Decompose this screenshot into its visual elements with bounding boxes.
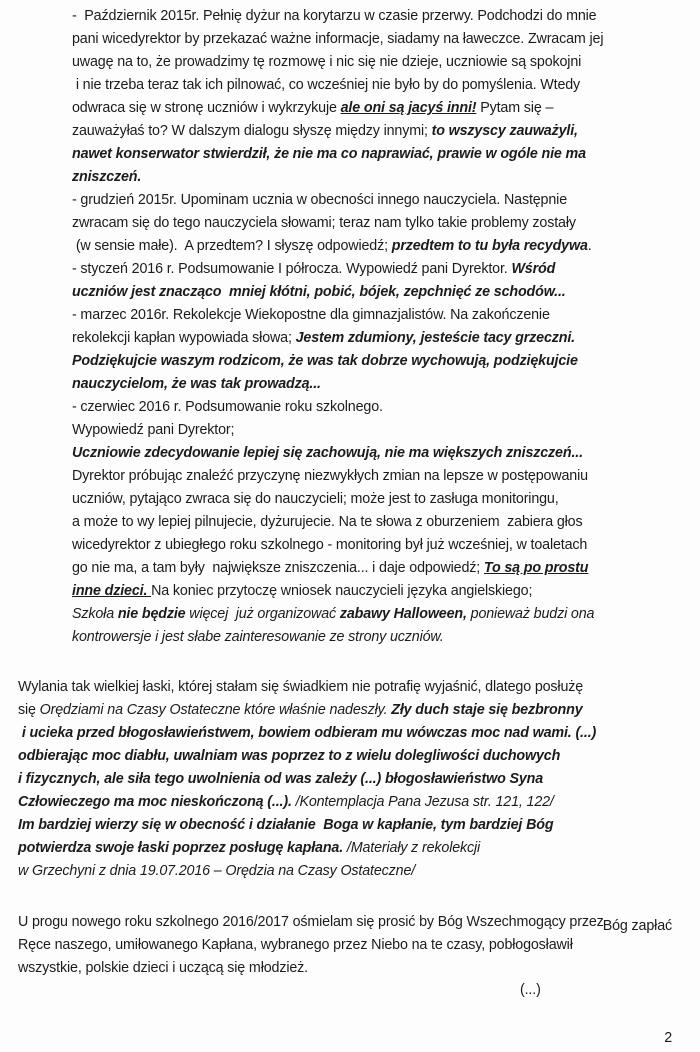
emphasis-quote: inne dzieci. [72,583,152,599]
paragraph-line: uczniów, pytająco zwraca się do nauczycieli; może jest to zasługa monitoringu, [72,491,559,507]
paragraph-line: kontrowersje i jest słabe zainteresowanie ze strony uczniów. [72,629,444,645]
paragraph-line: uczniów jest znacząco mniej kłótni, pobić, bójek, zepchnięć ze schodów... [72,284,566,300]
citation: /Kontemplacja Pana Jezusa str. 121, 122/ [295,794,554,810]
paragraph-line: - czerwiec 2016 r. Podsumowanie roku szkolnego. [72,399,383,415]
emphasis-quote: To są po prostu [483,560,589,576]
paragraph-line: Dyrektor próbując znaleźć przyczynę niezwykłych zmian na lepsze w postępowaniu [72,468,588,484]
paragraph-line: zauważyłaś to? W dalszym dialogu słyszę między innymi; to wszyscy zauważyli, [72,123,578,139]
paragraph-line: nauczycielom, że was tak prowadzą... [72,376,321,392]
paragraph-line: zwracam się do tego nauczyciela słowami; teraz nam tylko takie problemy zostały [72,215,576,231]
paragraph-line: Im bardziej wierzy się w obecność i działanie Boga w kapłanie, tym bardziej Bóg [18,817,554,833]
closing-signature: Bóg zapłać [602,918,672,934]
paragraph-line: odwraca się w stronę uczniów i wykrzykuje ale oni są jacyś inni! Pytam się – [72,100,554,116]
paragraph-line: i nie trzeba teraz tak ich pilnować, co wcześniej nie było by do pomyślenia. Wtedy [72,77,581,93]
paragraph-line: Ręce naszego, umiłowanego Kapłana, wybranego przez Niebo na te czasy, pobłogosławił [18,937,573,953]
paragraph-line: rekolekcji kapłan wypowiada słowa; Jestem zdumiony, jesteście tacy grzeczni. [72,330,576,346]
page-number: 2 [664,1030,672,1046]
paragraph-line: nawet konserwator stwierdził, że nie ma co naprawiać, prawie w ogóle nie ma [72,146,586,162]
paragraph-line: - styczeń 2016 r. Podsumowanie I półrocza. Wypowiedź pani Dyrektor. Wśród [72,261,556,277]
paragraph-line: Podziękujcie waszym rodzicom, że was tak dobrze wychowują, podziękujcie [72,353,578,369]
paragraph-line: i fizycznych, ale siła tego uwolnienia od was zależy (...) błogosławieństwo Syna [18,771,544,787]
paragraph-line: wszystkie, polskie dzieci i uczącą się młodzież. [18,960,308,976]
emphasis-quote: ale oni są jacyś inni! [340,100,477,116]
paragraph-line: się Orędziami na Czasy Ostateczne które właśnie nadeszły. Zły duch staje się bezbronny [18,702,583,718]
paragraph-line: U progu nowego roku szkolnego 2016/2017 ośmielam się prosić by Bóg Wszechmogący przez [18,914,604,930]
paragraph-line: Uczniowie zdecydowanie lepiej się zachowują, nie ma większych zniszczeń... [72,445,583,461]
paragraph-line: a może to wy lepiej pilnujecie, dyżurujecie. Na te słowa z oburzeniem zabiera głos [72,514,583,530]
paragraph-line: pani wicedyrektor by przekazać ważne informacje, siadamy na ławeczce. Zwracam jej [72,31,604,47]
paragraph-line: wicedyrektor z ubiegłego roku szkolnego - monitoring był już wcześniej, w toaletach [72,537,588,553]
paragraph-line: Wylania tak wielkiej łaski, której stałam się świadkiem nie potrafię wyjaśnić, dlatego posłużę [18,679,584,695]
paragraph-line: uwagę na to, że prowadzimy tę rozmowę i nic się nie dzieje, uczniowie są spokojni [72,54,582,70]
paragraph-line: - marzec 2016r. Rekolekcje Wiekopostne dla gimnazjalistów. Na zakończenie [72,307,550,323]
paragraph-line: zniszczeń. [72,169,142,185]
paragraph-line: (w sensie małe). A przedtem? I słyszę odpowiedź; przedtem to tu była recydywa. [72,238,592,254]
paragraph-line: potwierdza swoje łaski poprzez posługę kapłana. /Materiały z rekolekcji [18,840,481,856]
citation: w Grzechyni z dnia 19.07.2016 – Orędzia na Czasy Ostateczne/ [18,863,416,879]
paragraph-line: odbierając moc diabłu, uwalniam was poprzez to z wielu dolegliwości duchowych [18,748,561,764]
omission-marker: (...) [520,982,541,998]
paragraph-line: - Październik 2015r. Pełnię dyżur na korytarzu w czasie przerwy. Podchodzi do mnie [72,8,597,24]
citation: /Materiały z rekolekcji [346,840,481,856]
paragraph-line: Wypowiedź pani Dyrektor; [72,422,235,438]
paragraph-line: go nie ma, a tam były największe zniszczenia... i daje odpowiedź; To są po prostu [72,560,589,576]
paragraph-line: inne dzieci. Na koniec przytoczę wniosek nauczycieli języka angielskiego; [72,583,533,599]
paragraph-line: i ucieka przed błogosławieństwem, bowiem odbieram mu wówczas moc nad wami. (...) [18,725,597,741]
paragraph-line: Szkoła nie będzie więcej już organizować zabawy Halloween, ponieważ budzi ona [72,606,595,622]
paragraph-line: - grudzień 2015r. Upominam ucznia w obecności innego nauczyciela. Następnie [72,192,567,208]
paragraph-line: Człowieczego ma moc nieskończoną (...). /Kontemplacja Pana Jezusa str. 121, 122/ [18,794,554,810]
